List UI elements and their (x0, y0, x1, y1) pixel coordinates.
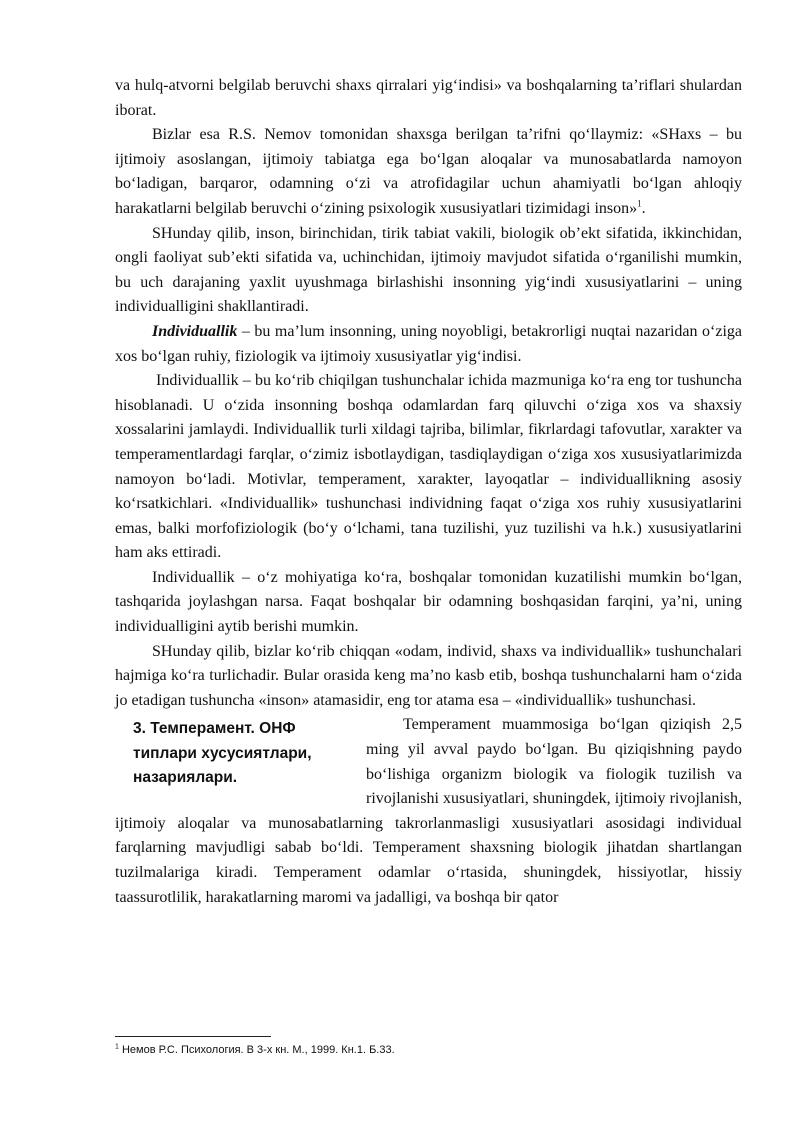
paragraph-1: va hulq-atvorni belgilab beruvchi shaxs qirralari yig‘indisi» va boshqalarning ta’riflari shulardan iborat. (115, 77, 742, 119)
footnote-reference[interactable]: 1 (637, 198, 642, 209)
term-individuallik: Individuallik (152, 322, 238, 340)
footnote-text: Немов Р.С. Психология. В 3-х кн. М., 1999. Кн.1. Б.33. (118, 1044, 395, 1056)
section-heading: 3. Темперамент. ОНФ типлари хусусиятлари, назариялари. (133, 720, 312, 787)
paragraph-5: Individuallik – bu ko‘rib chiqilgan tushunchalar ichida mazmuniga ko‘ra eng tor tushuncha hisoblanadi. U o‘zida insonning boshqa odamlardan farq qiluvchi o‘ziga xos va shaxsiy xossalarini jamlaydi. Individuallik turli xildagi tajriba, bilimlar, fikrlardagi tafovutlar, xarakter va temperamentlardagi farqlar, o‘zimiz isbotlaydigan, tasdiqlaydigan o‘ziga xos xususiyatlarimizda namoyon bo‘ladi. Motivlar, temperament, xarakter, layoqatlar – individuallikning asosiy ko‘rsatkichlari. «Individuallik» tushunchasi individning faqat o‘ziga xos ruhiy xususiyatlarini emas, balki morfofiziologik (bo‘y o‘lchami, tana tuzilishi, yuz tuzilishi va h.k.) xususiyatlarini ham aks ettiradi. (115, 372, 742, 562)
footnote (115, 1043, 742, 1057)
paragraph-4-text: – bu ma’lum insonning, uning noyobligi, betakrorligi nuqtai nazaridan o‘ziga xos bo‘lgan ruhiy, fiziologik va ijtimoiy xususiyatlar yig‘indisi. (115, 322, 742, 365)
paragraph-4 (115, 320, 742, 369)
paragraph-6: Individuallik – o‘z mohiyatiga ko‘ra, boshqalar tomonidan kuzatilishi mumkin bo‘lgan, tashqarida joylashgan narsa. Faqat boshqalar bir odamning boshqasidan farqini, ya’ni, uning individualligini aytib berishi mumkin. (115, 568, 742, 636)
paragraph-2-text: Bizlar esa R.S. Nemov tomonidan shaxsga berilgan ta’rifni qo‘llaymiz: «SHaxs – bu ijtimoiy asoslangan, ijtimoiy tabiatga ega bo‘lgan aloqalar va munosabatlarda namoyon bo‘ladigan, barqaror, odamning o‘zi va atrofidagilar uchun ahamiyatli bo‘lgan ahloqiy harakatlarni belgilab beruvchi o‘zining psixologik xususiyatlari tizimidagi inson» (115, 126, 742, 217)
paragraph-2 (115, 123, 742, 221)
paragraph-3: SHunday qilib, inson, birinchidan, tirik tabiat vakili, biologik ob’ekt sifatida, ikkinchidan, ongli faoliyat sub’ekti sifatida va, uchinchidan, ijtimoiy mavjudot sifatida o‘rganilishi mumkin, bu uch darajaning yaxlit uyushmaga birlashishi insonning yig‘indi xususiyatlarini – uning individualligini shakllantiradi. (115, 224, 742, 316)
footnote-divider (115, 1036, 271, 1037)
paragraph-7: SHunday qilib, bizlar ko‘rib chiqqan «odam, individ, shaxs va individuallik» tushunchalari hajmiga ko‘ra turlichadir. Bular orasida keng ma’no kasb etib, boshqa tushunchalarni ham o‘zida jo etadigan tushuncha «inson» atamasidir, eng tor atama esa – «individuallik» tushunchasi. (115, 642, 742, 709)
paragraph-2-end: . (641, 199, 646, 217)
footnote-mark: 1 (115, 1043, 119, 1051)
paragraph-8: Temperament muammosiga bo‘lgan qiziqish 2,5 ming yil avval paydo bo‘lgan. Bu qiziqishning paydo bo‘lishiga organizm biologik va fiologik tuzilish va rivojlanishi xususiyatlari, shuningdek, ijtimoiy rivojlanish, ijtimoiy aloqalar va munosabatlarning takrorlanmasligi xususiyatlari asosidagi individual farqlarning mavjudligi sabab bo‘ldi. Temperament shaxsning biologik jihatdan shartlangan tuzilmalariga kiradi. Temperament odamlar o‘rtasida, shuningdek, hissiyotlar, hissiy taassurotlilik, harakatlarning maromi va jadalligi, va boshqa bir qator (115, 716, 742, 906)
body-text (115, 74, 742, 910)
